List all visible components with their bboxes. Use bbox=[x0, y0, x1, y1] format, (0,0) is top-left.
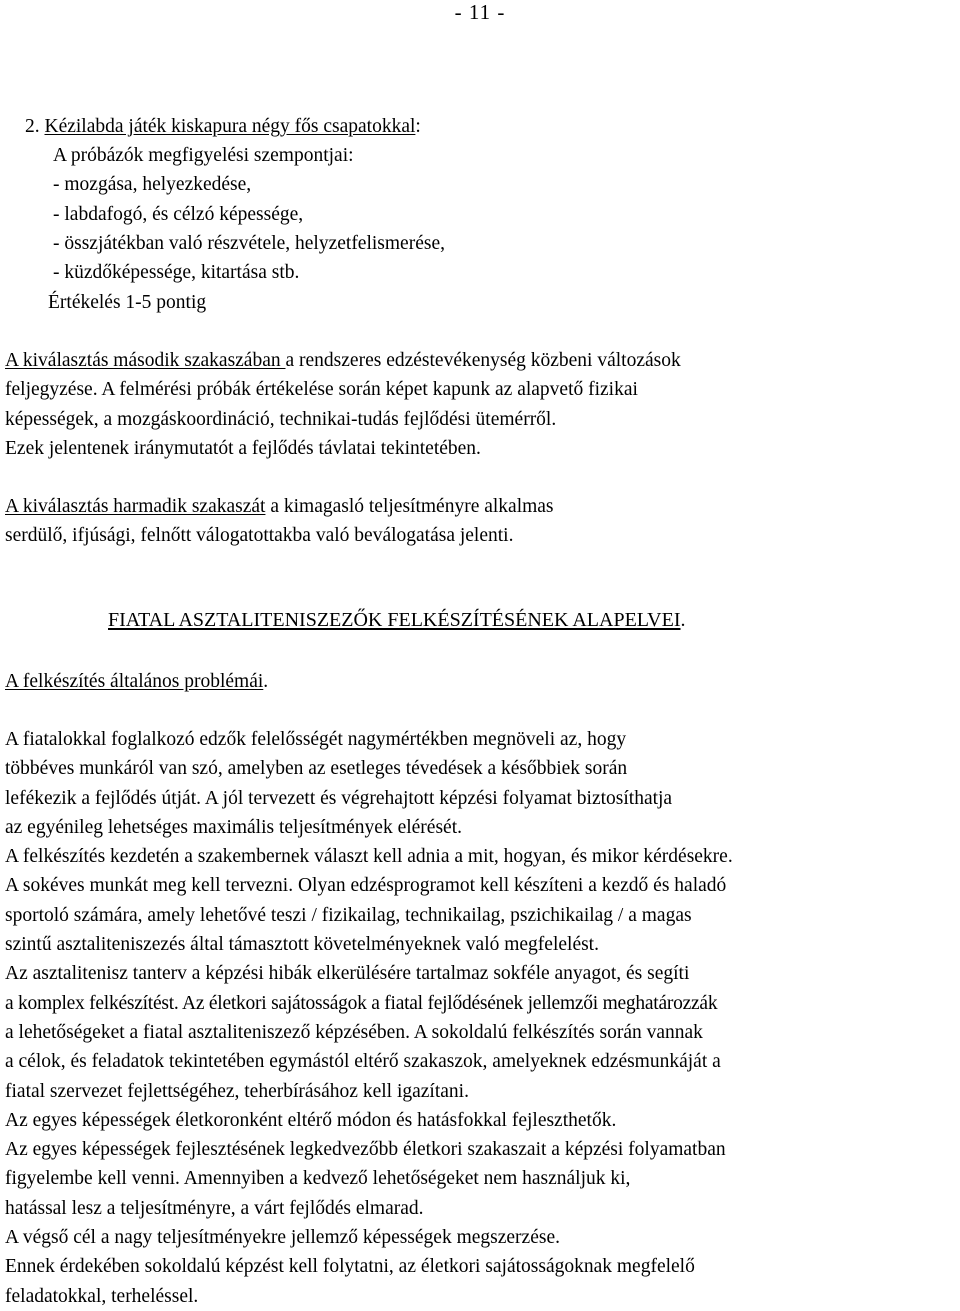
subheading bbox=[5, 667, 960, 696]
body-line: az egyénileg lehetséges maximális teljesítmények elérését. bbox=[5, 816, 462, 838]
item-2-line: - mozgása, helyezkedése, bbox=[53, 174, 252, 196]
body-line: a célok, és feladatok tekintetében egymástól eltérő szakaszok, amelyeknek edzésmunkáját a bbox=[5, 1051, 721, 1073]
subheading-text: A felkészítés általános problémái bbox=[5, 671, 264, 692]
body-line: feladatokkal, terheléssel. bbox=[5, 1285, 199, 1307]
item-2-title-colon: : bbox=[415, 116, 421, 137]
section-heading-text: FIATAL ASZTALITENISZEZŐK FELKÉSZÍTÉSÉNEK ALAPELVEI bbox=[108, 609, 681, 631]
paragraph-line bbox=[5, 346, 960, 375]
body-line: fiatal szervezet fejlettségéhez, teherbírásához kell igazítani. bbox=[5, 1080, 469, 1102]
item-2-line: - labdafogó, és célzó képessége, bbox=[53, 203, 304, 225]
page-number: - 11 - bbox=[454, 0, 506, 24]
body-line: Az asztalitenisz tanterv a képzési hibák elkerülésére tartalmaz sokféle anyagot, és segíti bbox=[5, 963, 690, 985]
paragraph-line: feljegyzése. A felmérési próbák értékelése során képet kapunk az alapvető fizikai bbox=[5, 379, 638, 401]
item-2-details bbox=[53, 141, 960, 287]
line-rest: a rendszeres edzéstevékenység közbeni változások bbox=[285, 350, 681, 371]
paragraph-selection-second-stage bbox=[5, 346, 960, 463]
body-line: Az egyes képességek fejlesztésének legkedvezőbb életkori szakaszait a képzési folyamatban bbox=[5, 1139, 726, 1161]
item-2-line: - küzdőképessége, kitartása stb. bbox=[53, 262, 300, 284]
paragraph-selection-third-stage bbox=[5, 492, 960, 551]
paragraph-line: képességek, a mozgáskoordináció, technikai-tudás fejlődési ütemérről. bbox=[5, 408, 557, 430]
body-line: A sokéves munkát meg kell tervezni. Olyan edzésprogramot kell készíteni a kezdő és haladó bbox=[5, 875, 727, 897]
paragraph-line bbox=[5, 492, 960, 521]
line-rest: a kimagasló teljesítményre alkalmas bbox=[265, 496, 554, 517]
body-line: sportoló számára, amely lehetővé teszi / fizikailag, technikailag, pszichikailag / a magas bbox=[5, 904, 692, 926]
body-line: Az egyes képességek életkoronként eltérő módon és hatásfokkal fejleszthetők. bbox=[5, 1109, 617, 1131]
item-2-title: Kézilabda játék kiskapura négy fős csapatokkal bbox=[44, 116, 416, 137]
item-2-title-line bbox=[25, 112, 960, 141]
body-line: figyelembe kell venni. Amennyiben a kedvező lehetőségeket nem használjuk ki, bbox=[5, 1168, 631, 1190]
paragraph-line: serdülő, ifjúsági, felnőtt válogatottakba való beválogatása jelenti. bbox=[5, 525, 514, 547]
body-line: A végső cél a nagy teljesítményekre jellemző képességek megszerzése. bbox=[5, 1227, 560, 1249]
body-line: többéves munkáról van szó, amelyben az esetleges tévedések a későbbiek során bbox=[5, 758, 628, 780]
body-line: a komplex felkészítést. Az életkori sajátosságok a fiatal fejlődésének jellemzői meghatározzák bbox=[5, 992, 718, 1014]
item-2-line: - összjátékban való részvétele, helyzetfelismerése, bbox=[53, 232, 445, 254]
item-2-scoring-line: Értékelés 1-5 pontig bbox=[48, 292, 207, 313]
paragraph-line: Ezek jelentenek iránymutatót a fejlődés távlatai tekintetében. bbox=[5, 437, 481, 459]
subheading-period: . bbox=[263, 671, 269, 692]
subheading-line bbox=[5, 667, 960, 696]
body-line: A fiatalokkal foglalkozó edzők felelősségét nagymértékben megnöveli az, hogy bbox=[5, 729, 627, 750]
item-2-line: A próbázók megfigyelési szempontjai: bbox=[53, 145, 354, 166]
section-heading-period: . bbox=[680, 609, 686, 631]
item-2-number: 2. bbox=[25, 116, 40, 137]
body-line: A felkészítés kezdetén a szakembernek választ kell adnia a mit, hogyan, és mikor kérdésekre. bbox=[5, 846, 733, 868]
section-heading bbox=[108, 606, 686, 635]
body-line: szintű asztaliteniszezés által támasztott követelményeknek való megfelelést. bbox=[5, 934, 599, 956]
body-line: lefékezik a fejlődés útját. A jól tervezett és végrehajtott képzési folyamat biztosíthatja bbox=[5, 787, 673, 809]
body-text bbox=[5, 725, 960, 1311]
item-2 bbox=[25, 112, 960, 141]
body-line: a lehetőségeket a fiatal asztaliteniszező képzésében. A sokoldalú felkészítés során vannak bbox=[5, 1021, 703, 1043]
item-2-scoring bbox=[48, 288, 960, 317]
body-line: hatással lesz a teljesítményre, a várt fejlődés elmarad. bbox=[5, 1197, 424, 1219]
underlined-lead: A kiválasztás második szakaszában bbox=[5, 350, 286, 371]
underlined-lead: A kiválasztás harmadik szakaszát bbox=[5, 496, 266, 517]
body-line: Ennek érdekében sokoldalú képzést kell folytatni, az életkori sajátosságoknak megfelelő bbox=[5, 1256, 695, 1278]
